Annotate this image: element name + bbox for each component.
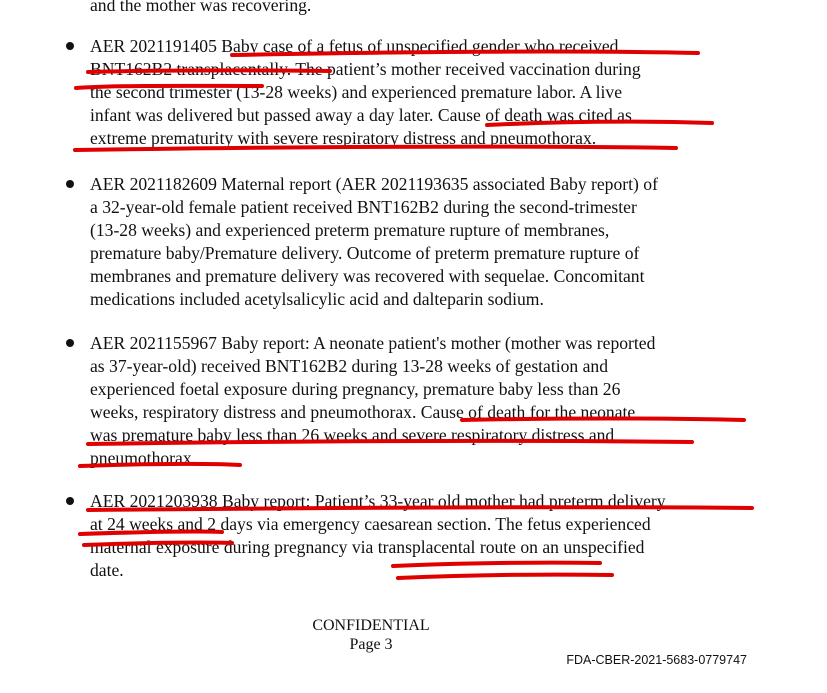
entry-1-line-1: AER 2021191405 Baby case of a fetus of unspecified gender who received [90, 36, 619, 56]
entry-3-line-1: AER 2021155967 Baby report: A neonate patient's mother (mother was reported [90, 333, 656, 353]
entry-2-line-5: membranes and premature delivery was recovered with sequelae. Concomitant [90, 266, 645, 286]
confidential-label: CONFIDENTIAL [312, 617, 430, 634]
bullet-icon [66, 42, 74, 50]
entry-1-line-2: BNT162B2 transplacentally. The patient’s mother received vaccination during [90, 59, 641, 79]
entry-3-line-2: as 37-year-old) received BNT162B2 during 13-28 weeks of gestation and [90, 356, 609, 376]
page-number: Page 3 [349, 636, 393, 653]
bullet-icon [66, 497, 74, 505]
entry-3-line-3: experienced foetal exposure during pregnancy, premature baby less than 26 [90, 379, 621, 399]
bullet-icon [66, 339, 74, 347]
red-underline-mark [398, 575, 612, 578]
document-id: FDA-CBER-2021-5683-0779747 [566, 653, 747, 667]
red-underline-mark [393, 563, 600, 566]
entry-2-line-1: AER 2021182609 Maternal report (AER 2021193635 associated Baby report) of [90, 174, 658, 194]
entry-1-line-3: the second trimester (13-28 weeks) and experienced premature labor. A live [90, 82, 623, 102]
entry-4-line-3: maternal exposure during pregnancy via transplacental route on an unspecified [90, 537, 645, 557]
bullet-icon [66, 180, 74, 188]
entry-1-line-5: extreme prematurity with severe respiratory distress and pneumothorax. [90, 128, 597, 148]
entry-4-line-1: AER 2021203938 Baby report: Patient’s 33-year old mother had preterm delivery [90, 491, 666, 511]
entry-3-line-4: weeks, respiratory distress and pneumothorax. Cause of death for the neonate [90, 402, 636, 422]
entry-4-line-4: date. [90, 560, 124, 580]
entry-3-line-6: pneumothorax. [90, 448, 197, 468]
entry-1-line-4: infant was delivered but passed away a day later. Cause of death was cited as [90, 105, 632, 125]
top-fragment-text: and the mother was recovering. [90, 0, 312, 15]
entry-3-line-5: was premature baby less than 26 weeks and severe respiratory distress and [90, 425, 615, 445]
entry-2-line-4: premature baby/Premature delivery. Outcome of preterm premature rupture of [90, 243, 640, 263]
entry-2-line-3: (13-28 weeks) and experienced preterm premature rupture of membranes, [90, 220, 610, 240]
entry-2-line-6: medications included acetylsalicylic acid and dalteparin sodium. [90, 289, 544, 309]
entry-4-line-2: at 24 weeks and 2 days via emergency caesarean section. The fetus experienced [90, 514, 651, 534]
entry-2-line-2: a 32-year-old female patient received BNT162B2 during the second-trimester [90, 197, 637, 217]
